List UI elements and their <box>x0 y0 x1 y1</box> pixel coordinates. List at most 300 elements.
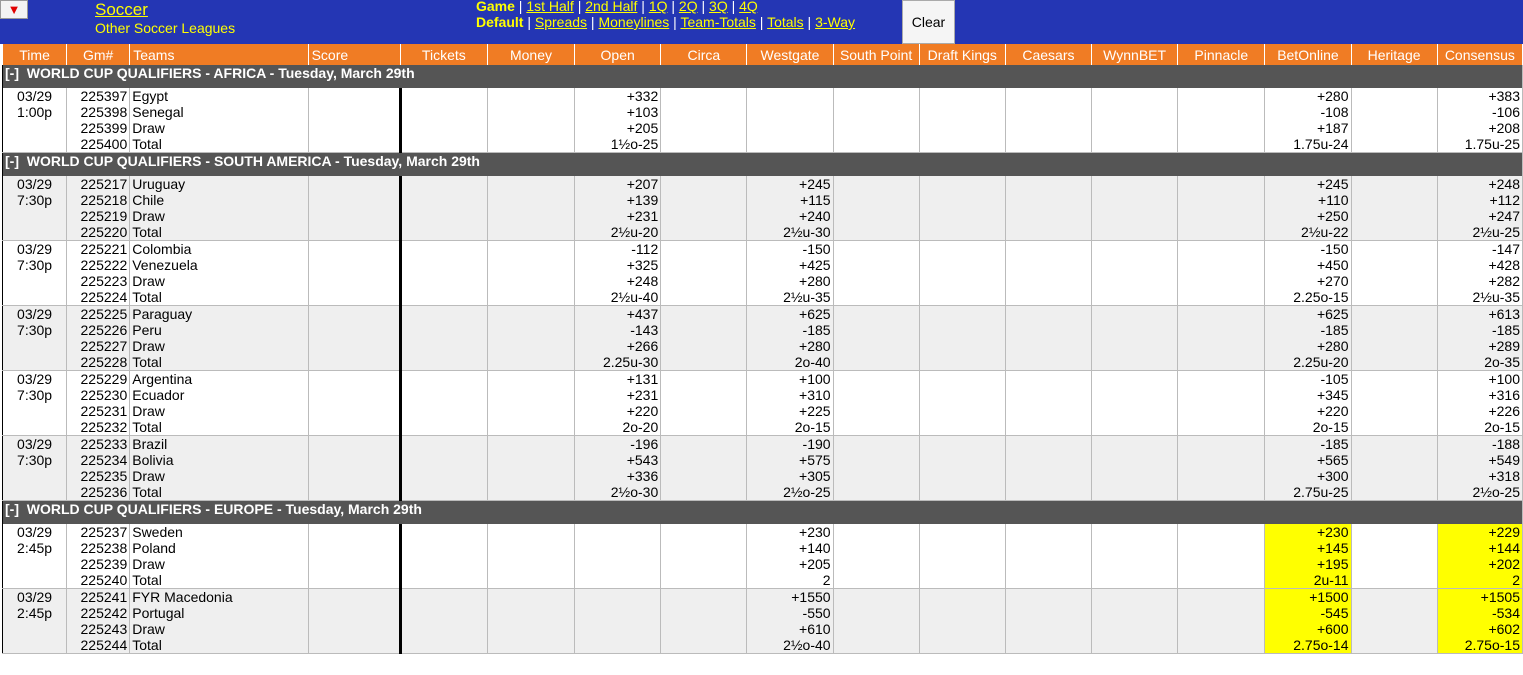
odds-cell-tickets[interactable] <box>400 241 487 306</box>
odds-cell-caesars[interactable] <box>1005 436 1091 501</box>
odds-value[interactable]: +230 <box>799 524 831 540</box>
odds-value[interactable]: +115 <box>800 192 831 208</box>
odds-value[interactable]: -108 <box>1320 104 1349 120</box>
odds-cell-wynnbet[interactable] <box>1092 371 1178 436</box>
odds-value[interactable]: +610 <box>799 621 831 637</box>
odds-value[interactable]: 2o-35 <box>1484 354 1520 370</box>
odds-value[interactable]: 1½o-25 <box>610 136 659 152</box>
odds-value[interactable]: -196 <box>630 436 659 452</box>
team-name[interactable]: Draw <box>132 208 165 224</box>
odds-value[interactable]: 2o-15 <box>1312 419 1349 435</box>
col-header-gm[interactable]: Gm# <box>67 44 130 65</box>
odds-value[interactable]: +248 <box>626 273 659 289</box>
odds-cell-tickets[interactable] <box>400 589 487 654</box>
odds-cell-betonline[interactable] <box>1265 371 1351 436</box>
odds-value[interactable]: +100 <box>1488 371 1520 387</box>
odds-cell-tickets[interactable] <box>400 371 487 436</box>
league-section-title[interactable]: [-] WORLD CUP QUALIFIERS - SOUTH AMERICA - Tuesday, March 29th <box>3 153 1523 177</box>
odds-value[interactable]: 2½u-40 <box>610 289 659 305</box>
col-header-teams[interactable]: Teams <box>130 44 308 65</box>
odds-value[interactable]: 2.25o-15 <box>1293 289 1349 305</box>
odds-value[interactable]: -106 <box>1491 104 1520 120</box>
odds-value[interactable]: -534 <box>1491 605 1520 621</box>
odds-value[interactable]: +187 <box>1316 120 1349 136</box>
col-header-circa[interactable]: Circa <box>661 44 747 65</box>
odds-value[interactable]: +300 <box>1316 468 1349 484</box>
odds-value[interactable]: 2.25u-20 <box>1293 354 1349 370</box>
odds-cell-south-point[interactable] <box>833 306 919 371</box>
col-header-betonline[interactable]: BetOnline <box>1265 44 1351 65</box>
team-name[interactable]: Total <box>132 637 162 653</box>
team-name[interactable]: Total <box>132 289 162 305</box>
odds-cell-heritage[interactable] <box>1351 436 1437 501</box>
odds-value[interactable]: +230 <box>1316 524 1349 540</box>
odds-value[interactable]: 2½o-25 <box>1472 484 1520 500</box>
odds-value[interactable]: 2½u-25 <box>1472 224 1520 240</box>
odds-value[interactable]: -188 <box>1491 436 1520 452</box>
odds-cell-draft-kings[interactable] <box>919 176 1005 241</box>
odds-value[interactable]: +310 <box>799 387 831 403</box>
odds-value[interactable]: -550 <box>802 605 831 621</box>
sport-title-link[interactable]: Soccer <box>95 0 148 19</box>
game-numbers <box>67 524 130 589</box>
game-row[interactable] <box>3 524 1523 589</box>
odds-value[interactable]: 2.75o-14 <box>1293 637 1349 653</box>
team-name[interactable]: Total <box>132 136 162 152</box>
odds-cell-westgate[interactable] <box>747 589 833 654</box>
odds-cell-consensus[interactable] <box>1437 589 1522 654</box>
team-name[interactable]: Egypt <box>132 88 169 104</box>
odds-cell-westgate[interactable] <box>747 88 833 153</box>
odds-value[interactable]: +600 <box>1316 621 1349 637</box>
odds-cell-circa[interactable] <box>661 176 747 241</box>
odds-cell-open[interactable] <box>575 88 661 153</box>
team-name[interactable]: Peru <box>132 322 162 338</box>
odds-value[interactable]: +437 <box>626 306 659 322</box>
game-row[interactable] <box>3 306 1523 371</box>
odds-value[interactable]: +543 <box>626 452 659 468</box>
odds-cell-pinnacle[interactable] <box>1178 524 1265 589</box>
odds-cell-circa[interactable] <box>661 88 747 153</box>
odds-value[interactable]: +1505 <box>1480 589 1520 605</box>
odds-cell-consensus[interactable] <box>1437 524 1522 589</box>
odds-cell-open[interactable] <box>575 176 661 241</box>
odds-value[interactable]: +625 <box>1316 306 1349 322</box>
odds-value[interactable]: +280 <box>799 338 831 354</box>
odds-value[interactable]: 2o-15 <box>1484 419 1520 435</box>
col-header-open[interactable]: Open <box>575 44 661 65</box>
col-header-draft-kings[interactable]: Draft Kings <box>919 44 1005 65</box>
odds-value[interactable]: +1550 <box>791 589 831 605</box>
odds-cell-open[interactable] <box>575 524 661 589</box>
odds-cell-pinnacle[interactable] <box>1178 371 1265 436</box>
team-name[interactable]: Uruguay <box>132 176 186 192</box>
odds-value[interactable]: 2½u-30 <box>783 224 831 240</box>
odds-value[interactable]: +144 <box>1488 540 1520 556</box>
odds-value[interactable]: 1.75u-25 <box>1464 136 1520 152</box>
col-header-tickets[interactable]: Tickets <box>400 44 487 65</box>
odds-cell-wynnbet[interactable] <box>1092 176 1178 241</box>
odds-value[interactable]: +282 <box>1488 273 1520 289</box>
game-numbers <box>67 306 130 371</box>
odds-value[interactable]: +226 <box>1488 403 1520 419</box>
col-header-money[interactable]: Money <box>487 44 574 65</box>
period-link-1q[interactable]: 1Q <box>648 0 668 14</box>
odds-cell-caesars[interactable] <box>1005 371 1091 436</box>
odds-value[interactable]: +1500 <box>1309 589 1349 605</box>
odds-cell-pinnacle[interactable] <box>1178 589 1265 654</box>
odds-cell-open[interactable] <box>575 371 661 436</box>
odds-cell-betonline[interactable] <box>1265 176 1351 241</box>
odds-value[interactable]: 2u-11 <box>1313 572 1349 588</box>
odds-value[interactable]: 2.75o-15 <box>1464 637 1520 653</box>
odds-value[interactable]: +425 <box>799 257 831 273</box>
odds-value[interactable]: -185 <box>802 322 831 338</box>
odds-value[interactable]: +270 <box>1316 273 1349 289</box>
odds-value[interactable]: +131 <box>626 371 659 387</box>
odds-cell-open[interactable] <box>575 589 661 654</box>
game-number: 225217 <box>80 176 128 192</box>
odds-value[interactable]: +202 <box>1488 556 1520 572</box>
odds-cell-consensus[interactable] <box>1437 436 1522 501</box>
clear-button[interactable]: Clear <box>902 0 955 44</box>
odds-cell-south-point[interactable] <box>833 371 919 436</box>
odds-cell-south-point[interactable] <box>833 436 919 501</box>
odds-cell-money[interactable] <box>487 306 574 371</box>
team-name[interactable]: Ecuador <box>132 387 185 403</box>
col-header-caesars[interactable]: Caesars <box>1005 44 1091 65</box>
odds-cell-betonline[interactable] <box>1265 436 1351 501</box>
odds-cell-heritage[interactable] <box>1351 589 1437 654</box>
odds-value[interactable]: 2½o-30 <box>610 484 659 500</box>
game-row[interactable] <box>3 241 1523 306</box>
league-section-title[interactable]: [-] WORLD CUP QUALIFIERS - AFRICA - Tuesday, March 29th <box>3 65 1523 88</box>
game-teams <box>130 306 308 371</box>
team-name[interactable]: Venezuela <box>132 257 198 273</box>
odds-cell-wynnbet[interactable] <box>1092 241 1178 306</box>
odds-cell-money[interactable] <box>487 176 574 241</box>
odds-value[interactable]: -105 <box>1320 371 1349 387</box>
odds-cell-betonline[interactable] <box>1265 524 1351 589</box>
odds-cell-westgate[interactable] <box>747 306 833 371</box>
odds-value[interactable]: 2.75u-25 <box>1293 484 1349 500</box>
odds-cell-caesars[interactable] <box>1005 589 1091 654</box>
team-name[interactable]: Colombia <box>132 241 192 257</box>
bet-type-link-team-totals[interactable]: Team-Totals <box>680 14 756 30</box>
odds-cell-south-point[interactable] <box>833 524 919 589</box>
odds-cell-consensus[interactable] <box>1437 176 1522 241</box>
odds-cell-westgate[interactable] <box>747 176 833 241</box>
odds-cell-circa[interactable] <box>661 589 747 654</box>
team-name[interactable]: Total <box>132 484 162 500</box>
odds-cell-tickets[interactable] <box>400 88 487 153</box>
odds-value[interactable]: +245 <box>1316 176 1349 192</box>
odds-cell-circa[interactable] <box>661 241 747 306</box>
odds-value[interactable]: 2 <box>822 572 831 588</box>
bet-type-link-spreads[interactable]: Spreads <box>534 14 588 30</box>
odds-value[interactable]: 2½u-20 <box>610 224 659 240</box>
odds-cell-pinnacle[interactable] <box>1178 436 1265 501</box>
odds-cell-wynnbet[interactable] <box>1092 589 1178 654</box>
odds-value[interactable]: +100 <box>799 371 831 387</box>
odds-cell-south-point[interactable] <box>833 589 919 654</box>
odds-value[interactable]: +280 <box>1316 88 1349 104</box>
odds-cell-draft-kings[interactable] <box>919 88 1005 153</box>
odds-value[interactable]: +332 <box>626 88 659 104</box>
odds-cell-betonline[interactable] <box>1265 241 1351 306</box>
odds-cell-draft-kings[interactable] <box>919 524 1005 589</box>
col-header-south-point[interactable]: South Point <box>833 44 919 65</box>
col-header-heritage[interactable]: Heritage <box>1351 44 1437 65</box>
odds-cell-consensus[interactable] <box>1437 371 1522 436</box>
odds-cell-betonline[interactable] <box>1265 88 1351 153</box>
odds-cell-money[interactable] <box>487 589 574 654</box>
odds-cell-open[interactable] <box>575 306 661 371</box>
odds-value[interactable]: +383 <box>1488 88 1520 104</box>
odds-value[interactable]: 2½u-22 <box>1301 224 1349 240</box>
odds-value[interactable]: +266 <box>626 338 659 354</box>
bet-type-link-3-way[interactable]: 3-Way <box>815 14 856 30</box>
odds-cell-pinnacle[interactable] <box>1178 241 1265 306</box>
odds-value[interactable]: +336 <box>626 468 659 484</box>
odds-cell-money[interactable] <box>487 524 574 589</box>
odds-value[interactable]: 2 <box>1512 572 1520 588</box>
odds-value[interactable]: -147 <box>1491 241 1520 257</box>
odds-cell-consensus[interactable] <box>1437 88 1522 153</box>
game-start-time: 2:45p <box>17 605 53 621</box>
odds-cell-draft-kings[interactable] <box>919 306 1005 371</box>
odds-cell-tickets[interactable] <box>400 176 487 241</box>
odds-value[interactable]: +549 <box>1488 452 1520 468</box>
odds-value[interactable]: +231 <box>626 208 659 224</box>
odds-value[interactable]: +565 <box>1316 452 1349 468</box>
col-header-westgate[interactable]: Westgate <box>747 44 833 65</box>
odds-value[interactable]: 2.25u-30 <box>602 354 659 370</box>
team-name[interactable]: Total <box>132 224 162 240</box>
team-name[interactable]: Senegal <box>132 104 184 120</box>
odds-cell-caesars[interactable] <box>1005 306 1091 371</box>
odds-cell-open[interactable] <box>575 241 661 306</box>
odds-cell-heritage[interactable] <box>1351 176 1437 241</box>
odds-cell-south-point[interactable] <box>833 176 919 241</box>
team-name[interactable]: Brazil <box>132 436 168 452</box>
odds-value[interactable]: +325 <box>626 257 659 273</box>
odds-value[interactable]: +316 <box>1488 387 1520 403</box>
team-name[interactable]: FYR Macedonia <box>132 589 233 605</box>
odds-value[interactable]: 2o-40 <box>794 354 831 370</box>
odds-value[interactable]: +139 <box>626 192 659 208</box>
odds-cell-heritage[interactable] <box>1351 241 1437 306</box>
odds-value[interactable]: +602 <box>1488 621 1520 637</box>
odds-cell-wynnbet[interactable] <box>1092 306 1178 371</box>
game-row[interactable] <box>3 88 1523 153</box>
period-link-2q[interactable]: 2Q <box>678 0 698 14</box>
odds-value[interactable]: 2½u-35 <box>1472 289 1520 305</box>
other-leagues-link[interactable]: Other Soccer Leagues <box>95 20 236 36</box>
odds-cell-westgate[interactable] <box>747 371 833 436</box>
odds-cell-south-point[interactable] <box>833 241 919 306</box>
odds-value[interactable]: +428 <box>1488 257 1520 273</box>
odds-cell-caesars[interactable] <box>1005 524 1091 589</box>
odds-value[interactable]: 2½o-25 <box>783 484 831 500</box>
odds-cell-open[interactable] <box>575 436 661 501</box>
odds-cell-heritage[interactable] <box>1351 88 1437 153</box>
team-name[interactable]: Draw <box>132 120 165 136</box>
odds-cell-pinnacle[interactable] <box>1178 306 1265 371</box>
odds-cell-caesars[interactable] <box>1005 88 1091 153</box>
odds-cell-draft-kings[interactable] <box>919 589 1005 654</box>
col-header-wynnbet[interactable]: WynnBET <box>1092 44 1178 65</box>
odds-value[interactable]: 2o-15 <box>794 419 831 435</box>
odds-cell-pinnacle[interactable] <box>1178 176 1265 241</box>
odds-value[interactable]: +205 <box>626 120 659 136</box>
odds-value[interactable]: +225 <box>799 403 831 419</box>
odds-value[interactable]: +140 <box>799 540 831 556</box>
odds-cell-draft-kings[interactable] <box>919 436 1005 501</box>
period-link-4q[interactable]: 4Q <box>739 0 758 14</box>
game-row[interactable] <box>3 176 1523 241</box>
odds-cell-caesars[interactable] <box>1005 176 1091 241</box>
col-header-consensus[interactable]: Consensus <box>1437 44 1522 65</box>
game-row[interactable] <box>3 589 1523 654</box>
odds-value[interactable]: +450 <box>1316 257 1349 273</box>
period-link-2nd-half[interactable]: 2nd Half <box>585 0 638 14</box>
team-name[interactable]: Total <box>132 572 162 588</box>
game-row[interactable] <box>3 436 1523 501</box>
menu-toggle-button[interactable]: ▼ <box>0 0 28 19</box>
odds-value[interactable]: +250 <box>1316 208 1349 224</box>
odds-cell-money[interactable] <box>487 241 574 306</box>
odds-cell-money[interactable] <box>487 371 574 436</box>
odds-value[interactable]: 2½o-40 <box>783 637 831 653</box>
odds-value[interactable]: -112 <box>631 241 659 257</box>
team-name[interactable]: Draw <box>132 403 165 419</box>
odds-value[interactable]: +289 <box>1488 338 1520 354</box>
team-name[interactable]: Chile <box>132 192 165 208</box>
odds-cell-circa[interactable] <box>661 436 747 501</box>
odds-value[interactable]: -185 <box>1320 436 1349 452</box>
odds-value[interactable]: +103 <box>626 104 659 120</box>
team-name[interactable]: Total <box>132 419 162 435</box>
odds-cell-draft-kings[interactable] <box>919 241 1005 306</box>
odds-value[interactable]: -545 <box>1320 605 1349 621</box>
odds-cell-circa[interactable] <box>661 306 747 371</box>
odds-cell-draft-kings[interactable] <box>919 371 1005 436</box>
team-name[interactable]: Portugal <box>132 605 185 621</box>
team-name[interactable]: Draw <box>132 468 165 484</box>
odds-cell-wynnbet[interactable] <box>1092 436 1178 501</box>
odds-value[interactable]: +231 <box>626 387 659 403</box>
odds-value[interactable]: +220 <box>1316 403 1349 419</box>
team-name[interactable]: Total <box>132 354 162 370</box>
odds-value[interactable]: -190 <box>802 436 831 452</box>
odds-value[interactable]: -150 <box>802 241 831 257</box>
odds-value[interactable]: +280 <box>1316 338 1349 354</box>
odds-value[interactable]: +575 <box>799 452 831 468</box>
col-header-score[interactable]: Score <box>308 44 400 65</box>
odds-cell-heritage[interactable] <box>1351 524 1437 589</box>
odds-cell-westgate[interactable] <box>747 524 833 589</box>
odds-value[interactable]: +240 <box>799 208 831 224</box>
bet-type-link-moneylines[interactable]: Moneylines <box>598 14 670 30</box>
odds-cell-pinnacle[interactable] <box>1178 88 1265 153</box>
odds-cell-tickets[interactable] <box>400 306 487 371</box>
odds-cell-money[interactable] <box>487 88 574 153</box>
odds-cell-consensus[interactable] <box>1437 306 1522 371</box>
odds-cell-heritage[interactable] <box>1351 371 1437 436</box>
period-link-3q[interactable]: 3Q <box>709 0 728 14</box>
game-row[interactable] <box>3 371 1523 436</box>
odds-cell-betonline[interactable] <box>1265 306 1351 371</box>
team-name[interactable]: Draw <box>132 621 165 637</box>
team-name[interactable]: Bolivia <box>132 452 174 468</box>
odds-value[interactable]: +305 <box>799 468 831 484</box>
odds-value[interactable]: -150 <box>1320 241 1349 257</box>
team-name[interactable]: Argentina <box>132 371 193 387</box>
odds-value[interactable]: +208 <box>1488 120 1520 136</box>
team-name[interactable]: Draw <box>132 556 165 572</box>
odds-cell-wynnbet[interactable] <box>1092 524 1178 589</box>
odds-cell-westgate[interactable] <box>747 241 833 306</box>
odds-cell-caesars[interactable] <box>1005 241 1091 306</box>
odds-value[interactable]: +195 <box>1316 556 1349 572</box>
odds-value[interactable]: 2½u-35 <box>783 289 831 305</box>
odds-cell-tickets[interactable] <box>400 436 487 501</box>
odds-cell-money[interactable] <box>487 436 574 501</box>
odds-value[interactable]: +112 <box>1489 192 1520 208</box>
col-header-pinnacle[interactable]: Pinnacle <box>1178 44 1265 65</box>
odds-value[interactable]: +248 <box>1488 176 1520 192</box>
odds-value[interactable]: +280 <box>799 273 831 289</box>
odds-value[interactable]: -185 <box>1491 322 1520 338</box>
team-name[interactable]: Draw <box>132 338 165 354</box>
odds-cell-betonline[interactable] <box>1265 589 1351 654</box>
odds-cell-consensus[interactable] <box>1437 241 1522 306</box>
team-name[interactable]: Poland <box>132 540 176 556</box>
odds-value[interactable]: +205 <box>799 556 831 572</box>
col-header-time[interactable]: Time <box>3 44 67 65</box>
odds-value[interactable]: +110 <box>1318 192 1349 208</box>
odds-value[interactable]: -143 <box>630 322 659 338</box>
team-name[interactable]: Paraguay <box>132 306 193 322</box>
odds-cell-circa[interactable] <box>661 371 747 436</box>
odds-cell-circa[interactable] <box>661 524 747 589</box>
period-link-1st-half[interactable]: 1st Half <box>526 0 574 14</box>
odds-value[interactable]: +625 <box>799 306 831 322</box>
odds-value[interactable]: +613 <box>1488 306 1520 322</box>
odds-value[interactable]: 1.75u-24 <box>1293 136 1349 152</box>
odds-value[interactable]: +245 <box>799 176 831 192</box>
odds-value[interactable]: -185 <box>1320 322 1349 338</box>
odds-cell-wynnbet[interactable] <box>1092 88 1178 153</box>
league-section-title[interactable]: [-] WORLD CUP QUALIFIERS - EUROPE - Tuesday, March 29th <box>3 501 1523 525</box>
team-name[interactable]: Sweden <box>132 524 183 540</box>
odds-value[interactable]: +220 <box>626 403 659 419</box>
team-name[interactable]: Draw <box>132 273 165 289</box>
odds-cell-westgate[interactable] <box>747 436 833 501</box>
odds-value[interactable]: +318 <box>1488 468 1520 484</box>
odds-value[interactable]: +247 <box>1488 208 1520 224</box>
odds-value[interactable]: +207 <box>626 176 659 192</box>
odds-value[interactable]: +145 <box>1316 540 1349 556</box>
odds-value[interactable]: +345 <box>1316 387 1349 403</box>
odds-cell-south-point[interactable] <box>833 88 919 153</box>
odds-value[interactable]: +229 <box>1488 524 1520 540</box>
odds-cell-tickets[interactable] <box>400 524 487 589</box>
odds-cell-heritage[interactable] <box>1351 306 1437 371</box>
bet-type-link-totals[interactable]: Totals <box>767 14 804 30</box>
odds-value[interactable]: 2o-20 <box>622 419 659 435</box>
